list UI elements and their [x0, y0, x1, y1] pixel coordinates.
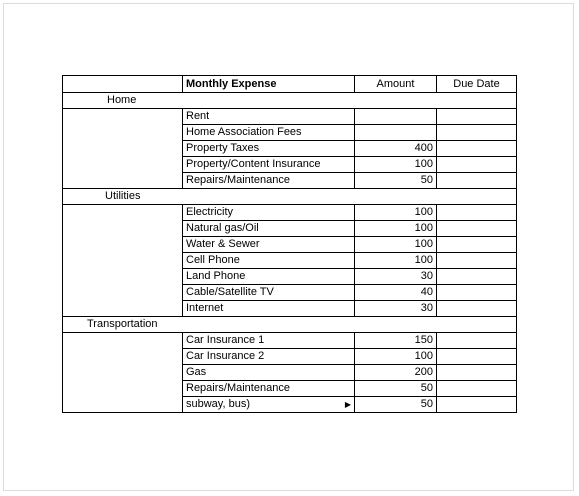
row-spacer-cell [63, 253, 183, 269]
expense-item-cell[interactable]: Internet [183, 301, 355, 317]
amount-cell[interactable]: 40 [355, 285, 437, 301]
row-spacer-cell [63, 173, 183, 189]
expense-item-cell[interactable]: Gas [183, 365, 355, 381]
expense-item-cell[interactable]: Cell Phone [183, 253, 355, 269]
category-fill-cell [183, 93, 517, 109]
overflow-arrow-icon: ▶ [344, 400, 351, 409]
expense-item-cell[interactable]: Property/Content Insurance [183, 157, 355, 173]
due-date-cell[interactable] [437, 381, 517, 397]
category-name: Home [107, 94, 137, 106]
due-date-cell[interactable] [437, 237, 517, 253]
amount-cell[interactable]: 100 [355, 237, 437, 253]
expense-item-cell[interactable]: Home Association Fees [183, 125, 355, 141]
expense-item-cell[interactable]: Land Phone [183, 269, 355, 285]
expense-item-cell[interactable]: Car Insurance 1 [183, 333, 355, 349]
header-blank-cell [63, 76, 183, 93]
table-row [63, 205, 517, 221]
category-row-home [63, 93, 517, 109]
header-amount: Amount [355, 76, 437, 93]
due-date-cell[interactable] [437, 253, 517, 269]
due-date-cell[interactable] [437, 205, 517, 221]
amount-cell[interactable]: 100 [355, 205, 437, 221]
category-row-transportation [63, 317, 517, 333]
table-row [63, 109, 517, 125]
row-spacer-cell [63, 333, 183, 349]
due-date-cell[interactable] [437, 221, 517, 237]
row-spacer-cell [63, 109, 183, 125]
table-row [63, 253, 517, 269]
expense-item-cell[interactable]: Rent [183, 109, 355, 125]
due-date-cell[interactable] [437, 349, 517, 365]
row-spacer-cell [63, 365, 183, 381]
expense-item-cell[interactable]: Electricity [183, 205, 355, 221]
category-name: Transportation [87, 318, 158, 330]
header-due-date: Due Date [437, 76, 517, 93]
expense-item-cell[interactable]: Property Taxes [183, 141, 355, 157]
amount-cell[interactable] [355, 125, 437, 141]
due-date-cell[interactable] [437, 125, 517, 141]
table-row [63, 349, 517, 365]
expense-item-cell[interactable]: Cable/Satellite TV [183, 285, 355, 301]
table-row [63, 381, 517, 397]
row-spacer-cell [63, 221, 183, 237]
row-spacer-cell [63, 285, 183, 301]
amount-cell[interactable]: 50 [355, 397, 437, 413]
amount-cell[interactable]: 30 [355, 301, 437, 317]
due-date-cell[interactable] [437, 109, 517, 125]
amount-cell[interactable]: 50 [355, 381, 437, 397]
category-fill-cell [183, 317, 517, 333]
table-row [63, 397, 517, 413]
amount-cell[interactable]: 100 [355, 157, 437, 173]
table-row [63, 157, 517, 173]
due-date-cell[interactable] [437, 285, 517, 301]
row-spacer-cell [63, 349, 183, 365]
table-row [63, 269, 517, 285]
row-spacer-cell [63, 125, 183, 141]
expense-item-cell[interactable]: Water & Sewer [183, 237, 355, 253]
row-spacer-cell [63, 269, 183, 285]
amount-cell[interactable]: 200 [355, 365, 437, 381]
table-row [63, 141, 517, 157]
expense-item-cell[interactable]: Car Insurance 2 [183, 349, 355, 365]
category-label-cell [63, 189, 183, 205]
due-date-cell[interactable] [437, 157, 517, 173]
category-label-cell [63, 317, 183, 333]
category-label-cell [63, 93, 183, 109]
expense-item-cell[interactable] [183, 397, 355, 413]
amount-cell[interactable] [355, 109, 437, 125]
amount-cell[interactable]: 400 [355, 141, 437, 157]
row-spacer-cell [63, 381, 183, 397]
table-row [63, 365, 517, 381]
row-spacer-cell [63, 237, 183, 253]
table-row [63, 125, 517, 141]
table-row [63, 221, 517, 237]
due-date-cell[interactable] [437, 141, 517, 157]
category-name: Utilities [105, 190, 141, 202]
row-spacer-cell [63, 157, 183, 173]
amount-cell[interactable]: 100 [355, 349, 437, 365]
due-date-cell[interactable] [437, 365, 517, 381]
category-row-utilities [63, 189, 517, 205]
expense-item-cell[interactable]: Natural gas/Oil [183, 221, 355, 237]
due-date-cell[interactable] [437, 269, 517, 285]
amount-cell[interactable]: 50 [355, 173, 437, 189]
expense-item-cell[interactable]: Repairs/Maintenance [183, 381, 355, 397]
due-date-cell[interactable] [437, 301, 517, 317]
due-date-cell[interactable] [437, 173, 517, 189]
row-spacer-cell [63, 141, 183, 157]
amount-cell[interactable]: 150 [355, 333, 437, 349]
header-row [63, 76, 517, 93]
row-spacer-cell [63, 397, 183, 413]
table-row [63, 301, 517, 317]
expense-item-label: subway, bus) [186, 398, 250, 410]
amount-cell[interactable]: 100 [355, 221, 437, 237]
row-spacer-cell [63, 301, 183, 317]
amount-cell[interactable]: 100 [355, 253, 437, 269]
expense-item-cell[interactable]: Repairs/Maintenance [183, 173, 355, 189]
table-row [63, 333, 517, 349]
category-fill-cell [183, 189, 517, 205]
table-row [63, 237, 517, 253]
expense-table [62, 75, 517, 413]
header-monthly-expense: Monthly Expense [183, 76, 355, 93]
table-row [63, 173, 517, 189]
table-row [63, 285, 517, 301]
row-spacer-cell [63, 205, 183, 221]
due-date-cell[interactable] [437, 333, 517, 349]
amount-cell[interactable]: 30 [355, 269, 437, 285]
due-date-cell[interactable] [437, 397, 517, 413]
